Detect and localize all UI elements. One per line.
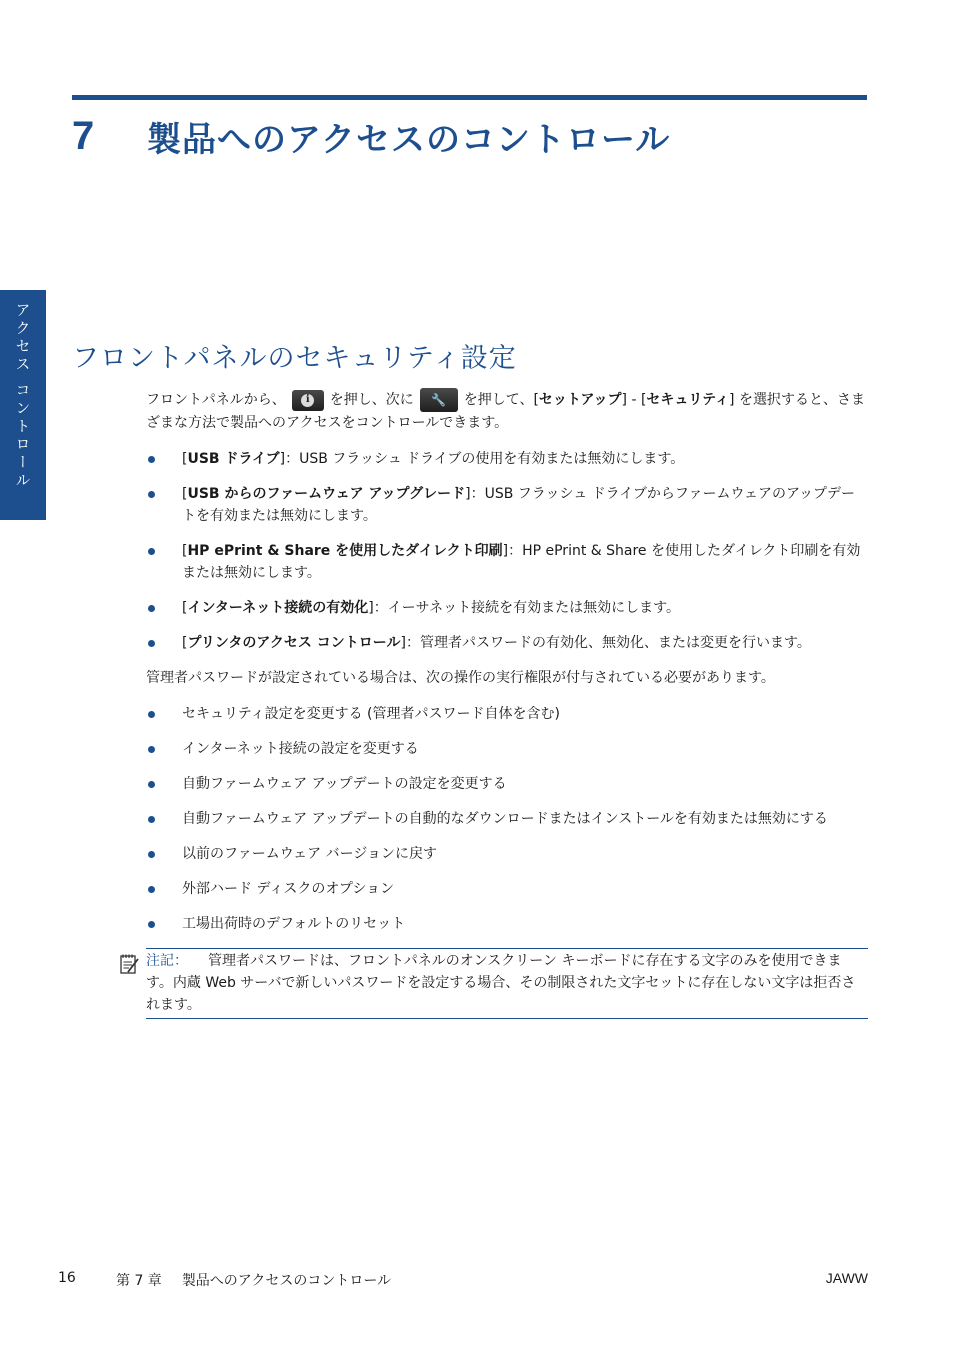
intro-text-5: ] を選択すると、さまざまな方法で製品へのアクセスをコントロールできます。	[146, 392, 865, 431]
list-item: 工場出荷時のデフォルトのリセット	[146, 913, 868, 935]
option-label: プリンタのアクセス コントロール	[187, 635, 401, 651]
wrench-button-icon	[420, 388, 458, 412]
note-icon	[119, 953, 141, 975]
section-title: フロントパネルのセキュリティ設定	[72, 343, 517, 374]
admin-paragraph: 管理者パスワードが設定されている場合は、次の操作の実行権限が付与されている必要があります。	[146, 670, 775, 686]
wrench-icon: 🔧	[431, 393, 447, 407]
page-number: 16	[58, 1270, 76, 1286]
option-description: ：HP ePrint & Share を使用したダイレクト印刷を有効または無効にします。	[182, 543, 861, 581]
chapter-heading	[72, 108, 670, 164]
footer-chapter: 第 7 章	[116, 1273, 162, 1289]
list-item: [HP ePrint & Share を使用したダイレクト印刷]：HP ePrint & Share を使用したダイレクト印刷を有効または無効にします。	[146, 540, 868, 584]
page-footer	[58, 1270, 868, 1290]
side-tab-label: アクセス コントロール	[13, 302, 32, 490]
option-label: USB からのファームウェア アップグレード	[187, 486, 466, 502]
top-rule	[72, 95, 867, 100]
footer-title: 製品へのアクセスのコントロール	[181, 1273, 392, 1289]
intro-text-3: を押して、[	[463, 392, 539, 408]
chapter-title: 製品へのアクセスのコントロール	[147, 119, 671, 160]
note-box	[146, 948, 868, 1019]
side-tab	[0, 290, 46, 520]
info-button-icon	[292, 390, 324, 411]
option-description: ：イーサネット接続を有効または無効にします。	[373, 600, 681, 616]
list-item: 自動ファームウェア アップデートの自動的なダウンロードまたはインストールを有効または無効にする	[146, 808, 868, 830]
footer-doc-code: JAWW	[825, 1270, 868, 1286]
option-description: ：USB フラッシュ ドライブの使用を有効または無効にします。	[285, 451, 685, 467]
list-item: 以前のファームウェア バージョンに戻す	[146, 843, 868, 865]
list-item: [USB ドライブ]：USB フラッシュ ドライブの使用を有効または無効にします。	[146, 448, 868, 470]
note-text: 管理者パスワードは、フロントパネルのオンスクリーン キーボードに存在する文字のみを使用できます。内蔵 Web サーバで新しいパスワードを設定する場合、その制限された文字セットに存在しない文字は拒否されます。	[146, 953, 856, 1013]
security-options-list	[146, 448, 868, 654]
security-menu-label: セキュリティ	[646, 392, 730, 408]
intro-text-1: フロントパネルから、	[146, 392, 286, 408]
list-item: [プリンタのアクセス コントロール]：管理者パスワードの有効化、無効化、または変更を行います。	[146, 632, 868, 654]
permissions-list	[146, 703, 868, 935]
list-item: セキュリティ設定を変更する (管理者パスワード自体を含む)	[146, 703, 868, 725]
option-description: ：管理者パスワードの有効化、無効化、または変更を行います。	[406, 635, 811, 651]
setup-menu-label: セットアップ	[538, 392, 622, 408]
list-item: [USB からのファームウェア アップグレード]：USB フラッシュ ドライブからファームウェアのアップデートを有効または無効にします。	[146, 483, 868, 527]
note-label: 注記：	[146, 953, 188, 969]
list-item: 外部ハード ディスクのオプション	[146, 878, 868, 900]
list-item: 自動ファームウェア アップデートの設定を変更する	[146, 773, 868, 795]
option-label: インターネット接続の有効化	[187, 600, 369, 616]
intro-paragraph	[146, 388, 868, 434]
info-icon: i	[301, 394, 314, 407]
list-item: [インターネット接続の有効化]：イーサネット接続を有効または無効にします。	[146, 597, 868, 619]
option-description: ：USB フラッシュ ドライブからファームウェアのアップデートを有効または無効にします。	[182, 486, 855, 524]
list-item: インターネット接続の設定を変更する	[146, 738, 868, 760]
chapter-number: 7	[72, 113, 95, 158]
option-label: USB ドライブ	[187, 451, 280, 467]
main-content	[146, 388, 868, 1019]
option-label: HP ePrint & Share を使用したダイレクト印刷	[187, 543, 503, 559]
intro-text-2: を押し、次に	[329, 392, 414, 408]
intro-text-4: ] - [	[621, 392, 647, 408]
